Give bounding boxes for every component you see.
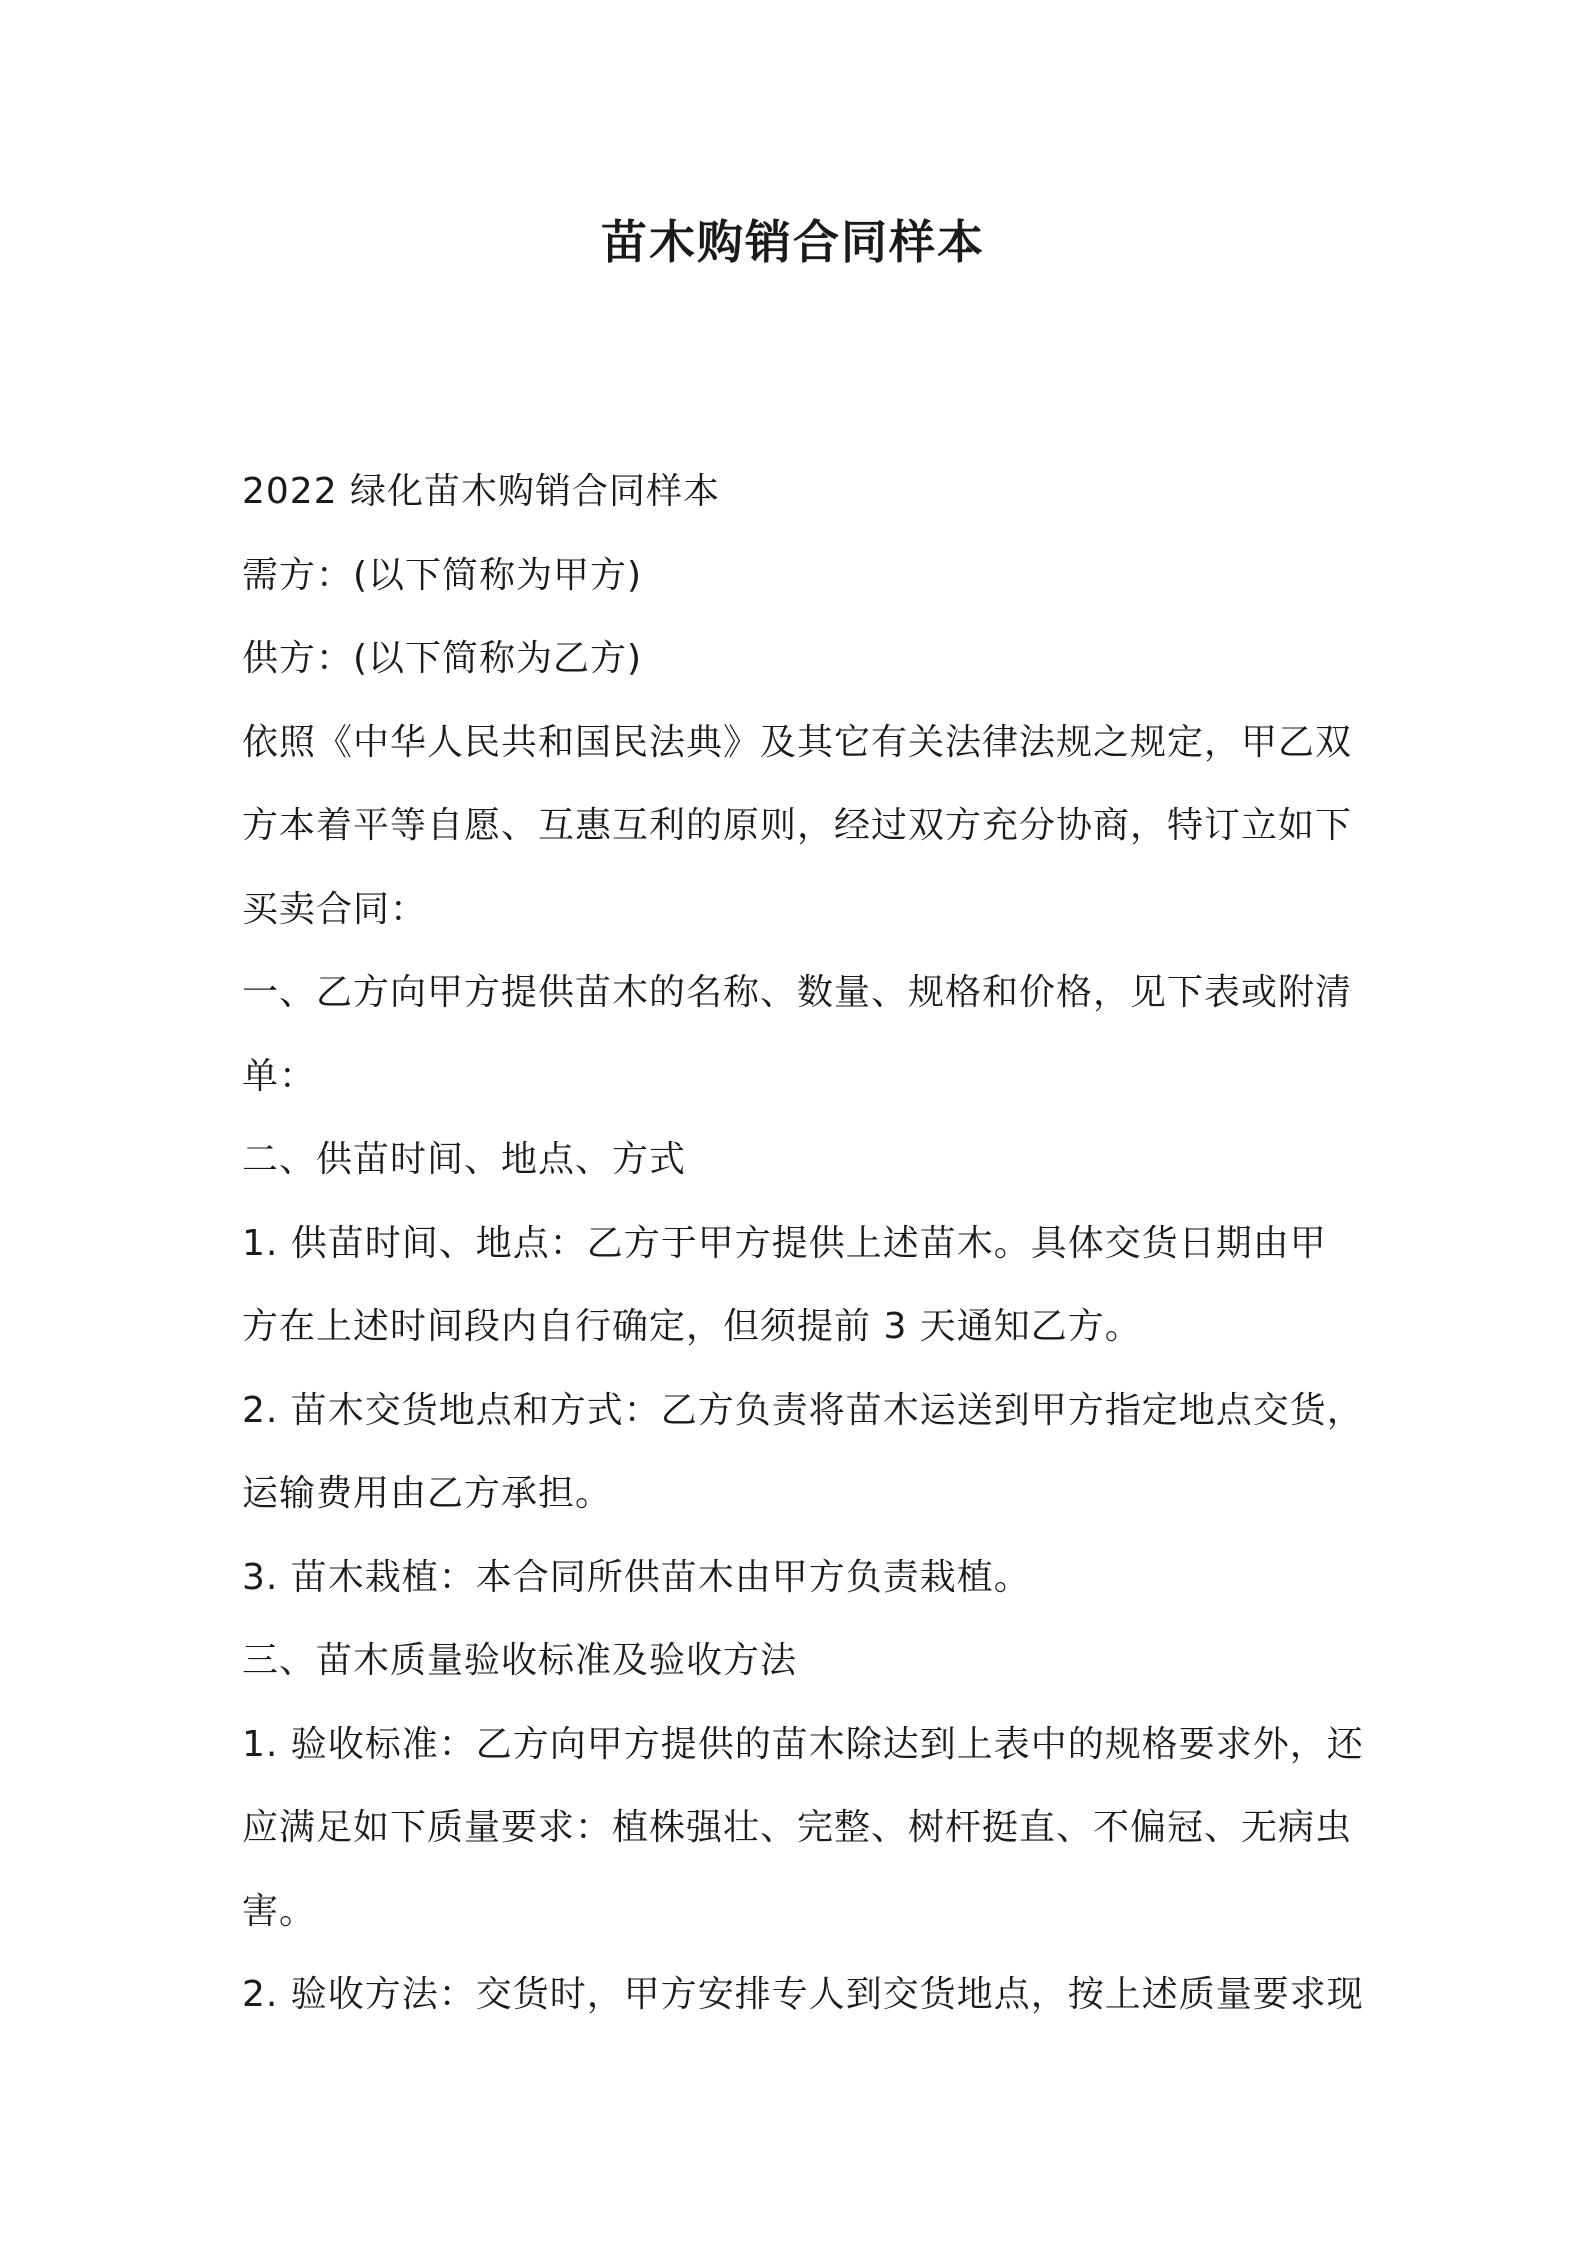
text-line: 1. 供苗时间、地点：乙方于甲方提供上述苗木。具体交货日期由甲 bbox=[242, 1222, 1327, 1264]
text-line: 3. 苗木栽植：本合同所供苗木由甲方负责栽植。 bbox=[242, 1556, 1031, 1598]
text-line: 方在上述时间段内自行确定，但须提前 3 天通知乙方。 bbox=[242, 1306, 1142, 1347]
text-line: 2. 苗木交货地点和方式：乙方负责将苗木运送到甲方指定地点交货， bbox=[242, 1389, 1364, 1431]
text-line: 方本着平等自愿、互惠互利的原则，经过双方充分协商，特订立如下 bbox=[242, 805, 1353, 846]
text-line: 害。 bbox=[242, 1890, 317, 1932]
text-line: 2022 绿化苗木购销合同样本 bbox=[242, 471, 721, 512]
text-line: 二、供苗时间、地点、方式 bbox=[242, 1139, 687, 1180]
text-line: 需方：(以下简称为甲方) bbox=[242, 554, 643, 596]
text-line: 运输费用由乙方承担。 bbox=[242, 1473, 613, 1514]
text-line: 依照《中华人民共和国民法典》及其它有关法律法规之规定，甲乙双 bbox=[242, 721, 1353, 763]
text-line: 应满足如下质量要求：植株强壮、完整、树杆挺直、不偏冠、无病虫 bbox=[242, 1807, 1353, 1848]
document-title: 苗木购销合同样本 bbox=[601, 215, 985, 269]
text-line: 2. 验收方法：交货时，甲方安排专人到交货地点，按上述质量要求现 bbox=[242, 1974, 1364, 2015]
text-line: 1. 验收标准：乙方向甲方提供的苗木除达到上表中的规格要求外，还 bbox=[242, 1723, 1364, 1765]
text-line: 供方：(以下简称为乙方) bbox=[242, 638, 643, 679]
document-body bbox=[242, 450, 1362, 2037]
text-line: 三、苗木质量验收标准及验收方法 bbox=[242, 1640, 798, 1681]
text-line: 买卖合同： bbox=[242, 888, 428, 930]
text-line: 一、乙方向甲方提供苗木的名称、数量、规格和价格，见下表或附清 bbox=[242, 972, 1353, 1013]
text-line: 单： bbox=[242, 1055, 317, 1097]
